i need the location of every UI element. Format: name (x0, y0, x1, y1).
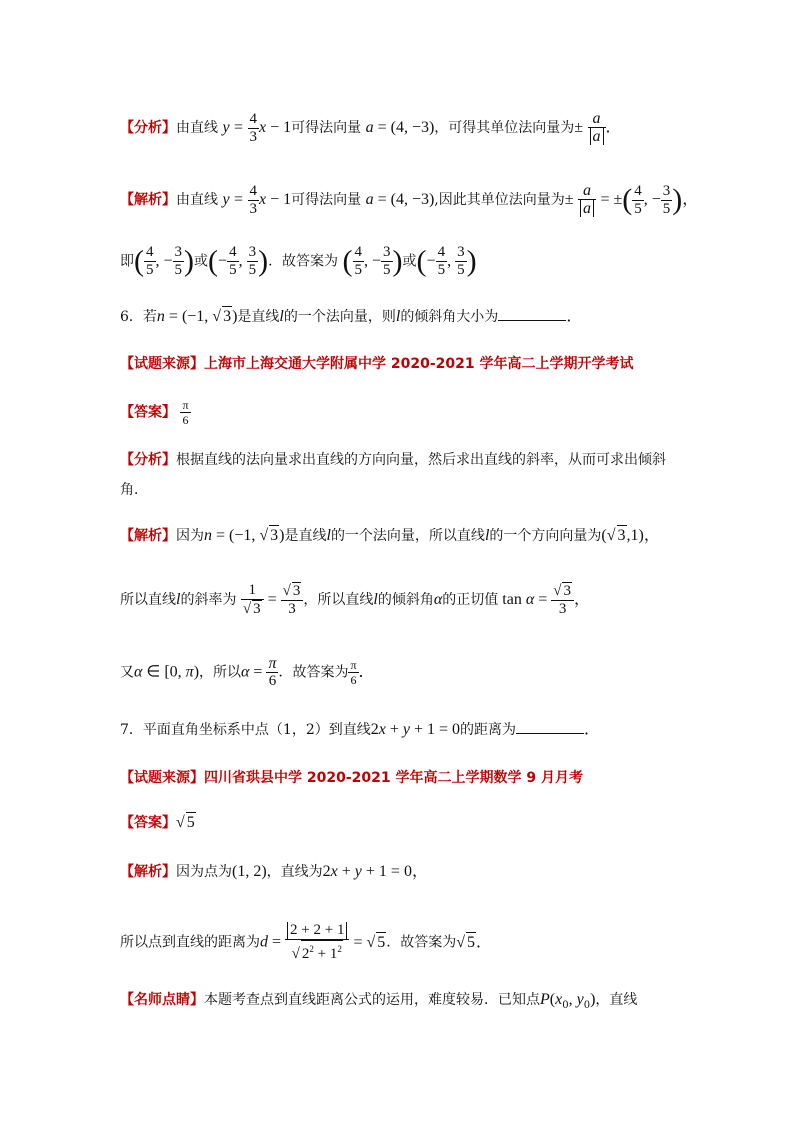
solution-7-line2: 所以点到直线的距离为d = $\frac{2 + 2 + 1}{√ 2^2 + 1^2}$ = √ 5．故答案为√ 5． (120, 922, 493, 962)
answer-blank (498, 306, 566, 321)
answer-6: 【答案】 $\frac{\pi}{6}$ (120, 398, 189, 427)
source-7: 【试题来源】四川省珙县中学 2020-2021 学年高二上学期数学 9 月月考 (120, 770, 583, 786)
analysis-6-line2: 角． (120, 482, 148, 498)
solution-6-line3: 又α ∈ [0, π)，所以α = $\frac{\pi}{6}$ ．故答案为 $\frac{\pi}{6}$ ． (120, 655, 375, 689)
text: 由直线 (176, 120, 218, 136)
question-7: 7．平面直角坐标系中点（1，2）到直线2x + y + 1 = 0的距离为 ． (120, 721, 601, 738)
text: ，可得其单位法向量为 (434, 120, 575, 136)
answer-7: 【答案】√ 5 (120, 814, 195, 831)
analysis-line-5: 【分析】由直线 y = $\frac{4}{3}$ x − 1可得法向量 a = (4, −3)，可得其单位法向量为± $\frac{a}{a}$ ． (120, 110, 622, 145)
analysis-6-line1: 【分析】根据直线的法向量求出直线的方向向量，然后求出直线的斜率，从而可求出倾斜 (120, 452, 666, 468)
solution-6-line2: 所以直线l的斜率为 $\frac{1}{√ 3}$ = $\frac{√ 3}{3}$ ，所以直线l的倾斜角α的正切值 tan α = $\frac{√ 3}{3}$ ， (120, 582, 590, 617)
teacher-comment: 【名师点睛】本题考查点到直线距离公式的运用，难度较易．已知点$P(x_0$, $y_0$)，直线 (120, 991, 638, 1011)
question-6: 6．若n = (−1, √ 3)是直线l的一个法向量，则l的倾斜角大小为 ． (120, 308, 583, 325)
text: 可得法向量 (291, 120, 362, 136)
solution-7-line1: 【解析】因为点为(1, 2)，直线为2x + y + 1 = 0， (120, 863, 428, 880)
solution-line-5a: 【解析】由直线 y = $\frac{4}{3}$ x − 1可得法向量 a = (4, −3),因此其单位法向量为± $\frac{a}{a}$ = ±( $\frac{4}{5}$ , − $\frac{3}{5}$ )， (120, 182, 699, 217)
solution-tag: 【解析】 (120, 192, 176, 208)
solution-line-5b: 即( $\frac{4}{5}$ , − $\frac{3}{5}$ )或(− $\frac{4}{5}$ , $\frac{3}{5}$ )．故答案为 ( $\frac{4}{5}$ , − $\frac{3}{5}$ )或(− $\frac{4}{5}$ , $\frac{3}{5}$ ) (120, 244, 477, 278)
answer-blank (516, 719, 584, 734)
analysis-tag: 【分析】 (120, 120, 176, 136)
source-6: 【试题来源】上海市上海交通大学附属中学 2020-2021 学年高二上学期开学考试 (120, 356, 634, 372)
solution-6-line1: 【解析】因为n = (−1, √ 3)是直线l的一个法向量，所以直线l的一个方向向量为(√ 3,1)， (120, 527, 660, 544)
